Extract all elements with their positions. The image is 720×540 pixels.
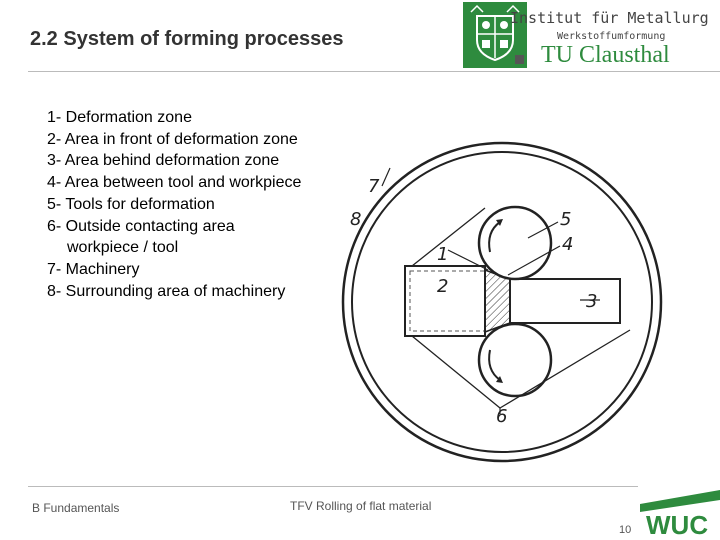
diagram-label-1: 1 — [437, 244, 449, 265]
diagram-label-2: 2 — [437, 276, 449, 297]
diagram-label-8: 8 — [350, 209, 362, 230]
diagram-label-4: 4 — [562, 234, 574, 255]
footer-topic: TFV Rolling of flat material — [290, 499, 432, 513]
rolling-diagram — [340, 140, 665, 465]
university-square-icon — [515, 55, 524, 64]
wuc-logo-text: WUC — [646, 510, 709, 540]
leader-line-7 — [382, 168, 390, 186]
footer-divider — [28, 486, 638, 487]
diagram-label-6: 6 — [496, 406, 508, 427]
page-number: 10 — [619, 524, 632, 536]
footer-section: B Fundamentals — [32, 501, 120, 515]
department-name: Werkstoffumformung — [557, 31, 666, 42]
wuc-logo-icon — [640, 490, 720, 540]
page-title: 2.2 System of forming processes — [30, 28, 344, 50]
legend-item: 7- Machinery — [47, 260, 140, 278]
institute-name: Institut für Metallurg — [510, 9, 709, 27]
header-divider — [28, 71, 720, 72]
university-name: TU Clausthal — [541, 42, 670, 68]
legend-item: 2- Area in front of deformation zone — [47, 130, 298, 148]
workpiece-outgoing — [510, 279, 620, 323]
legend-list — [47, 107, 301, 302]
legend-item: 4- Area between tool and workpiece — [47, 174, 302, 192]
diagram-label-5: 5 — [560, 209, 572, 230]
legend-item: 1- Deformation zone — [47, 109, 192, 126]
diagram-label-3: 3 — [586, 291, 598, 312]
legend-item: 3- Area behind deformation zone — [47, 152, 280, 170]
deformation-zone — [485, 270, 510, 332]
legend-item: 6- Outside contacting area — [47, 217, 235, 235]
legend-item: 5- Tools for deformation — [47, 195, 215, 213]
diagram-label-7: 7 — [368, 176, 380, 197]
legend-item: 8- Surrounding area of machinery — [47, 282, 286, 300]
legend-item-continuation: workpiece / tool — [67, 239, 179, 257]
